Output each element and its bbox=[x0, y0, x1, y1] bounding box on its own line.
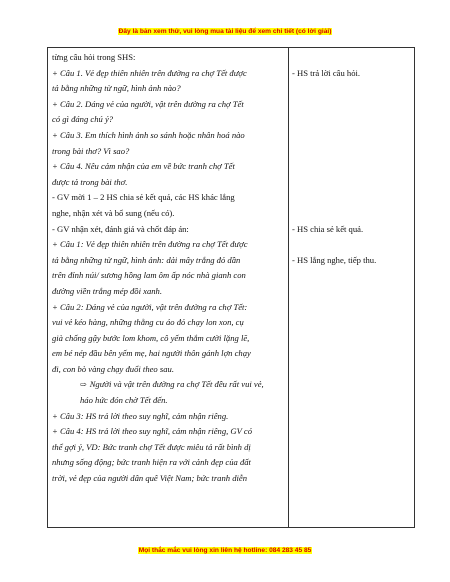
teacher-activity-line bbox=[52, 377, 286, 393]
teacher-activity-line bbox=[52, 300, 286, 316]
teacher-activity-text: trời, vẻ đẹp của người dân quê Việt Nam; bức tranh diễn bbox=[52, 473, 247, 484]
teacher-activity-line bbox=[52, 159, 286, 175]
teacher-activity-text: tả bằng những từ ngữ, hình ảnh nào? bbox=[52, 83, 181, 94]
teacher-activity-text: nhưng sống động; bức tranh hiện ra với cảnh đẹp của đất bbox=[52, 457, 251, 468]
teacher-activity-line bbox=[52, 424, 286, 440]
outline-arrow-icon: ⇨ bbox=[80, 380, 87, 390]
teacher-activity-text: - GV nhận xét, đánh giá và chốt đáp án: bbox=[52, 223, 189, 234]
hotline-text: Mọi thắc mắc vui lòng xin liên hệ hotline: 084 283 45 85 bbox=[138, 547, 312, 554]
teacher-activity-text: trên đỉnh núi/ sương hồng lam ôm ấp nóc nhà gianh con bbox=[52, 270, 246, 281]
teacher-activity-text: vui vẻ kéo hàng, những thằng cu áo đỏ chạy lon xon, cụ bbox=[52, 317, 244, 328]
teacher-activity-text: già chống gậy bước lom khom, cô yếm thắm cười lặng lẽ, bbox=[52, 332, 250, 343]
teacher-activity-text: thể gợi ý, VD: Bức tranh chợ Tết được miêu tả rất bình dị bbox=[52, 441, 251, 452]
teacher-activity-text: + Câu 2. Dáng vẻ của người, vật trên đường ra chợ Tết bbox=[52, 98, 244, 109]
teacher-activity-line bbox=[52, 362, 286, 378]
teacher-activity-text: - GV mời 1 – 2 HS chia sẻ kết quả, các HS khác lắng bbox=[52, 192, 235, 203]
teacher-activity-text: đi, con bò vàng chạy đuổi theo sau. bbox=[52, 363, 174, 374]
teacher-activity-line bbox=[52, 409, 286, 425]
student-activity: - HS chia sẻ kết quả. bbox=[292, 223, 364, 234]
teacher-activity-text: từng câu hỏi trong SHS: bbox=[52, 52, 136, 62]
student-activity: - HS trả lời câu hỏi. bbox=[292, 67, 361, 78]
teacher-activity-line bbox=[52, 128, 286, 144]
teacher-activity-line bbox=[52, 268, 286, 284]
teacher-activity-text: + Câu 4. Nêu cảm nhận của em về bức tranh chợ Tết bbox=[52, 161, 235, 172]
teacher-activity-text: + Câu 1: Vẻ đẹp thiên nhiên trên đường ra chợ Tết được bbox=[52, 239, 248, 250]
teacher-activity-text: + Câu 1. Vẻ đẹp thiên nhiên trên đường ra chợ Tết được bbox=[52, 67, 247, 78]
teacher-activity-line bbox=[52, 331, 286, 347]
teacher-activity-line bbox=[52, 253, 286, 269]
teacher-activity-line bbox=[52, 440, 286, 456]
teacher-activity-text: nghe, nhận xét và bổ sung (nếu có). bbox=[52, 207, 175, 218]
teacher-activity-text: đường viền trắng mép đồi xanh. bbox=[52, 285, 162, 296]
teacher-activity-line bbox=[52, 112, 286, 128]
teacher-activity-text: có gì đáng chú ý? bbox=[52, 114, 114, 125]
teacher-activity-line bbox=[52, 393, 286, 409]
teacher-activity-text: háo hức đón chờ Tết đến. bbox=[80, 395, 168, 406]
teacher-activities-column bbox=[52, 50, 286, 487]
teacher-activity-line bbox=[52, 50, 286, 66]
teacher-activity-line bbox=[52, 206, 286, 222]
teacher-activity-text: trong bài thơ? Vì sao? bbox=[52, 145, 130, 156]
watermark-banner bbox=[0, 28, 450, 35]
teacher-activity-text: em bé nép đầu bên yếm mẹ, hai người thôn gánh lợn chạy bbox=[52, 348, 251, 359]
teacher-activity-text: + Câu 2: Dáng vẻ của người, vật trên đường ra chợ Tết: bbox=[52, 301, 248, 312]
teacher-activity-line bbox=[52, 471, 286, 487]
lesson-table bbox=[47, 47, 415, 528]
column-divider bbox=[288, 48, 289, 527]
teacher-activity-text: + Câu 4: HS trả lời theo suy nghĩ, cảm nhận riêng, GV có bbox=[52, 426, 252, 437]
student-activity: - HS lắng nghe, tiếp thu. bbox=[292, 254, 377, 265]
teacher-activity-line bbox=[52, 237, 286, 253]
hotline-banner bbox=[0, 547, 450, 554]
teacher-activity-text: + Câu 3: HS trả lời theo suy nghĩ, cảm nhận riêng. bbox=[52, 410, 229, 421]
teacher-activity-line bbox=[52, 81, 286, 97]
teacher-activity-line bbox=[52, 66, 286, 82]
teacher-activity-line bbox=[52, 175, 286, 191]
teacher-activity-text: Người và vật trên đường ra chợ Tết đều rất vui vẻ, bbox=[89, 379, 264, 390]
teacher-activity-line bbox=[52, 315, 286, 331]
teacher-activity-line bbox=[52, 97, 286, 113]
teacher-activity-line bbox=[52, 455, 286, 471]
teacher-activity-line bbox=[52, 190, 286, 206]
teacher-activity-line bbox=[52, 222, 286, 238]
teacher-activity-line bbox=[52, 284, 286, 300]
teacher-activity-line bbox=[52, 144, 286, 160]
teacher-activity-text: + Câu 3. Em thích hình ảnh so sánh hoặc nhân hoá nào bbox=[52, 129, 245, 140]
teacher-activity-line bbox=[52, 346, 286, 362]
watermark-text: Đây là bản xem thử, vui lòng mua tài liệu để xem chi tiết (có lời giải) bbox=[118, 28, 332, 35]
teacher-activity-text: được tả trong bài thơ. bbox=[52, 176, 128, 187]
teacher-activity-text: tả bằng những từ ngữ, hình ảnh: dải mây trắng đỏ dần bbox=[52, 254, 241, 265]
